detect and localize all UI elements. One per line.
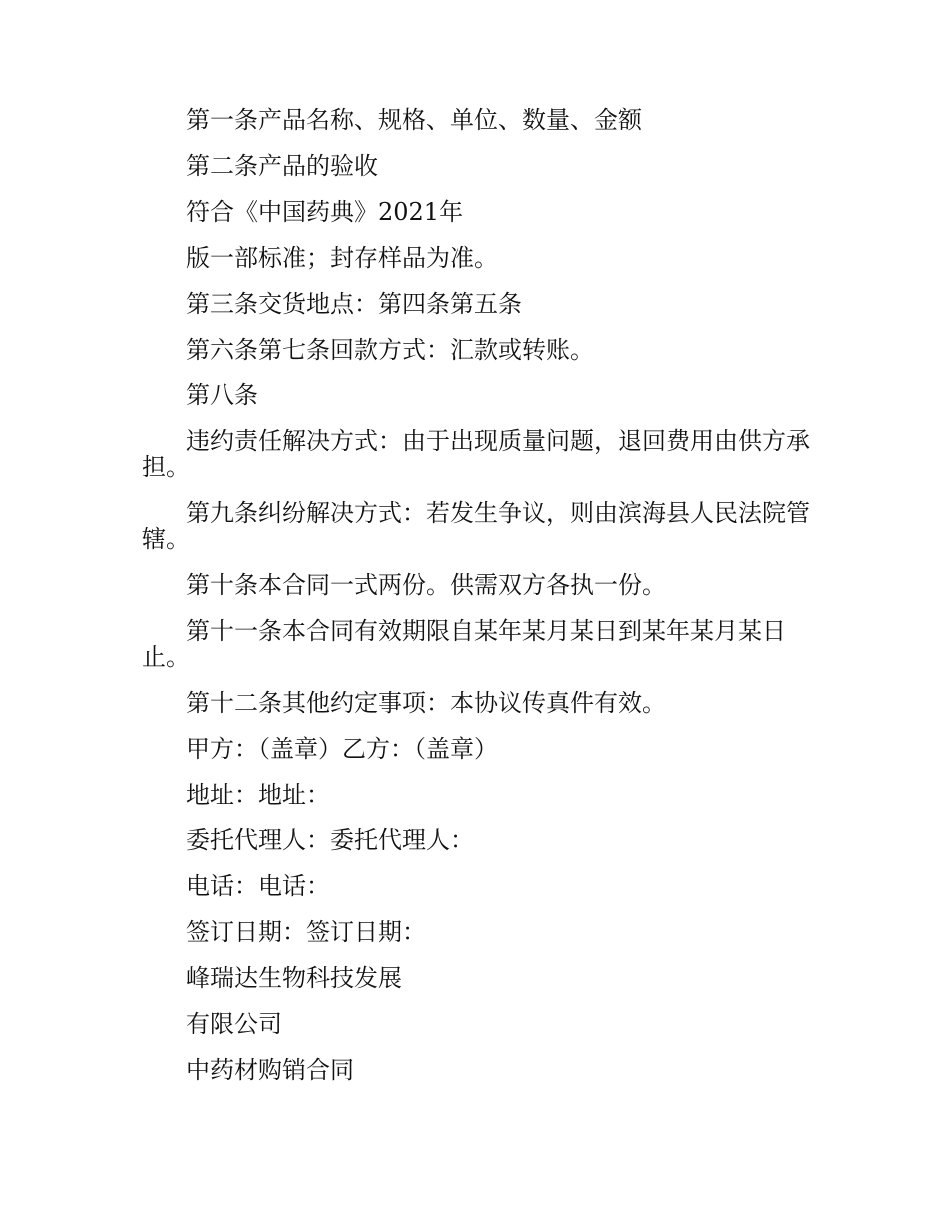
signature-date: 签订日期：签订日期： xyxy=(186,918,426,947)
contract-title: 中药材购销合同 xyxy=(186,1055,354,1084)
signature-address: 地址：地址： xyxy=(186,780,330,809)
paragraph-article-10: 第十条本合同一式两份。供需双方各执一份。 xyxy=(186,570,666,599)
signature-parties: 甲方：（盖章）乙方：（盖章） xyxy=(186,734,498,763)
paragraph-article-2: 第二条产品的验收 xyxy=(186,151,378,180)
company-name-line-2: 有限公司 xyxy=(186,1010,282,1039)
paragraph-article-1: 第一条产品名称、规格、单位、数量、金额 xyxy=(186,106,642,134)
paragraph-liability: 违约责任解决方式：由于出现质量问题，退回费用由供方承担。 xyxy=(142,427,810,482)
company-name-line-1: 峰瑞达生物科技发展 xyxy=(186,964,402,993)
signature-agent: 委托代理人：委托代理人： xyxy=(186,826,474,855)
paragraph-article-12: 第十二条其他约定事项：本协议传真件有效。 xyxy=(186,688,666,717)
paragraph-article-8: 第八条 xyxy=(186,381,258,410)
paragraph-article-6: 第六条第七条回款方式：汇款或转账。 xyxy=(186,335,594,364)
paragraph-standard: 版一部标准；封存样品为准。 xyxy=(186,243,498,272)
paragraph-article-3: 第三条交货地点：第四条第五条 xyxy=(186,289,522,318)
paragraph-article-11: 第十一条本合同有效期限自某年某月某日到某年某月某日止。 xyxy=(142,616,786,671)
paragraph-article-9: 第九条纠纷解决方式：若发生争议，则由滨海县人民法院管辖。 xyxy=(142,499,810,554)
paragraph-pharmacopoeia: 符合《中国药典》2021年 xyxy=(186,197,464,226)
signature-phone: 电话：电话： xyxy=(186,872,330,901)
